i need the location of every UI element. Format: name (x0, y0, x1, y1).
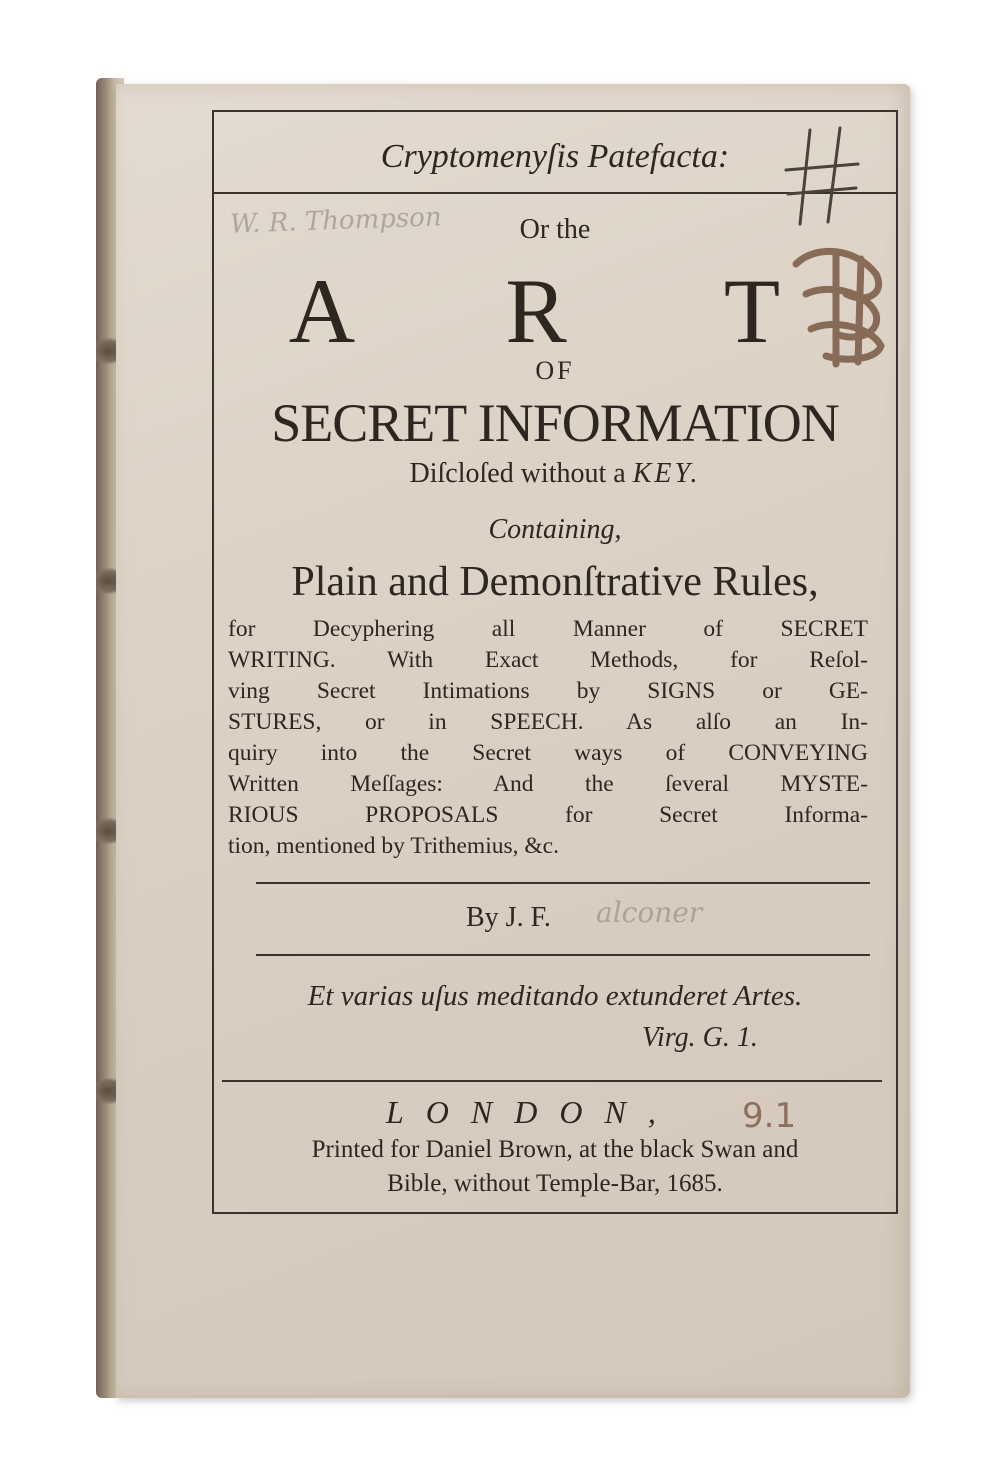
key-text: KEY. (632, 458, 701, 489)
epigraph-source: Virg. G. 1. (642, 1022, 758, 1053)
description-line: WRITING. With Exact Methods, for Reſol- (228, 647, 868, 673)
description-paragraph (228, 614, 868, 862)
imprint-city: LONDON, (386, 1094, 678, 1130)
of-line: OF (535, 356, 575, 385)
art-letter-a: A (288, 260, 356, 362)
disclosed-text: Diſcloſed without a (409, 458, 626, 489)
disclosed-line (212, 458, 898, 490)
art-letter-t: T (723, 260, 781, 362)
rule (256, 954, 870, 956)
description-line: Written Meſſages: And the ſeveral MYSTE- (228, 771, 868, 797)
epigraph-quote: Et varias uſus meditando extunderet Artes. (307, 980, 803, 1012)
rule (222, 1080, 882, 1082)
description-line: tion, mentioned by Trithemius, &c. (228, 833, 559, 859)
ink-scribble-mark (776, 234, 906, 374)
main-title: SECRET INFORMATION (271, 393, 839, 453)
book (96, 78, 912, 1398)
description-line: ving Secret Intimations by SIGNS or GE- (228, 678, 868, 704)
pencil-signature: W. R. Thompson (229, 202, 443, 240)
description-line: RIOUS PROPOSALS for Secret Informa- (228, 802, 868, 828)
art-letter-r: R (505, 260, 567, 362)
imprint-line-2: Bible, without Temple-Bar, 1685. (387, 1170, 723, 1197)
description-line: for Decyphering all Manner of SECRET (228, 616, 868, 642)
title-page (116, 84, 910, 1398)
corner-mark-icon (782, 124, 862, 234)
author-line: By J. F. (466, 902, 551, 933)
handwritten-author: alconer (596, 896, 703, 929)
rules-headline: Plain and Demonſtrative Rules, (291, 559, 819, 605)
handwritten-number: 9.1 (742, 1096, 797, 1136)
containing-line: Containing, (488, 514, 622, 545)
rule (256, 882, 870, 884)
description-line: quiry into the Secret ways of CONVEYING (228, 740, 868, 766)
or-the-line: Or the (519, 214, 591, 245)
latin-title: Cryptomenyſis Patefacta: (380, 138, 730, 175)
description-line: STURES, or in SPEECH. As alſo an In- (228, 709, 868, 735)
imprint-line-1: Printed for Daniel Brown, at the black Swan and (311, 1136, 799, 1163)
